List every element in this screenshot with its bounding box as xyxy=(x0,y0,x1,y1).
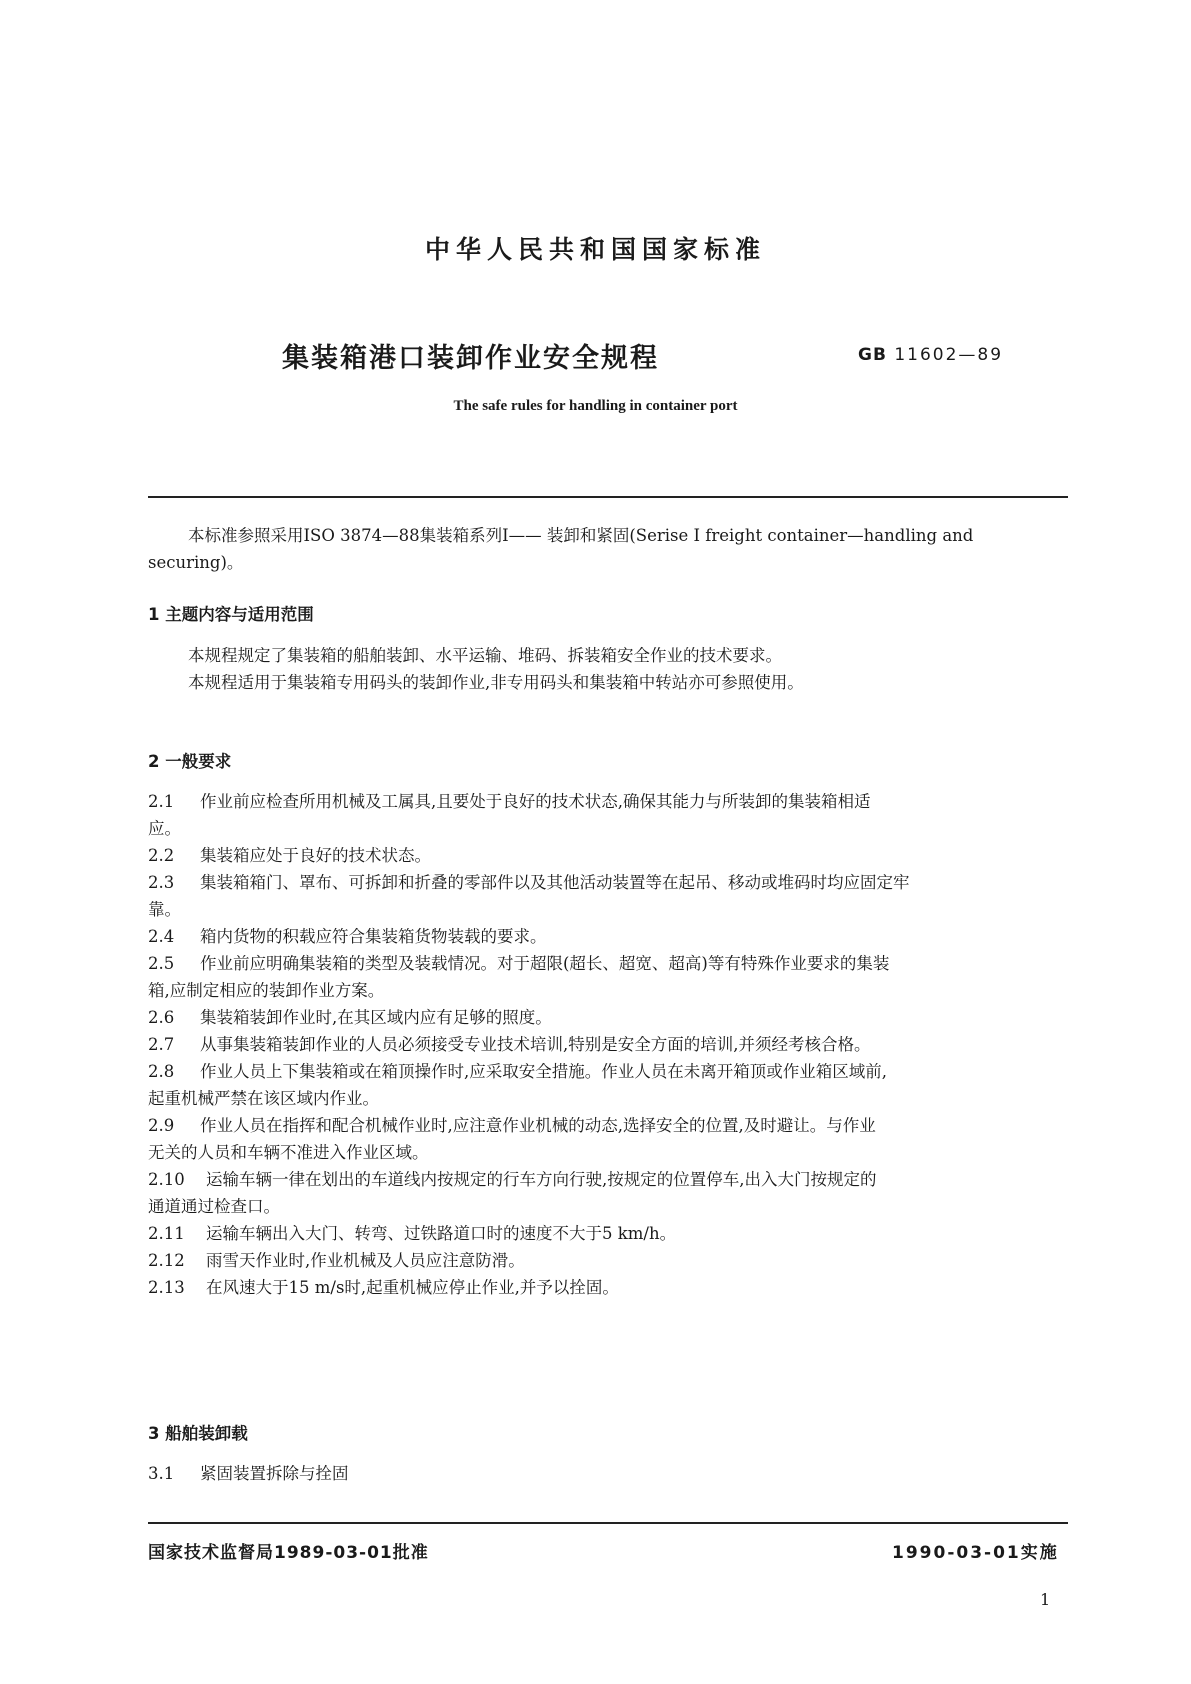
clause-2-2: 2.2 集装箱应处于良好的技术状态。 xyxy=(148,846,431,865)
clause-2-3-cont: 靠。 xyxy=(148,900,181,919)
effective-date: 1990-03-01实施 xyxy=(892,1543,1059,1563)
standard-prefix: GB xyxy=(858,345,887,365)
intro-line-2: securing)。 xyxy=(148,553,244,572)
section-3-heading: 3 船舶装卸载 xyxy=(148,1424,248,1443)
clause-2-4: 2.4 箱内货物的积载应符合集装箱货物装载的要求。 xyxy=(148,927,547,946)
standard-code: 11602—89 xyxy=(894,345,1004,365)
english-title: The safe rules for handling in container port xyxy=(453,398,738,414)
section-1-p2: 本规程适用于集装箱专用码头的装卸作业,非专用码头和集装箱中转站亦可参照使用。 xyxy=(188,673,804,692)
intro-paragraph xyxy=(148,522,1068,576)
clause-2-1-cont: 应。 xyxy=(148,819,181,838)
intro-line-1: 本标准参照采用ISO 3874—88集装箱系列Ⅰ—— 装卸和紧固(Serise I freight container—handling and xyxy=(188,526,974,545)
clause-2-13: 2.13 在风速大于15 m/s时,起重机械应停止作业,并予以拴固。 xyxy=(148,1278,619,1297)
approval-date: 国家技术监督局1989-03-01批准 xyxy=(148,1543,429,1563)
page-number: 1 xyxy=(1040,1590,1051,1609)
top-divider xyxy=(148,496,1068,498)
clause-2-6: 2.6 集装箱装卸作业时,在其区域内应有足够的照度。 xyxy=(148,1008,552,1027)
clause-2-8-cont: 起重机械严禁在该区域内作业。 xyxy=(148,1089,379,1108)
clause-2-10-cont: 通道通过检查口。 xyxy=(148,1197,280,1216)
clause-2-5-cont: 箱,应制定相应的装卸作业方案。 xyxy=(148,981,385,1000)
clause-2-7: 2.7 从事集装箱装卸作业的人员必须接受专业技术培训,特别是安全方面的培训,并须经考核合格。 xyxy=(148,1035,871,1054)
clause-2-9: 2.9 作业人员在指挥和配合机械作业时,应注意作业机械的动态,选择安全的位置,及时避让。与作业 xyxy=(148,1116,876,1135)
national-standard-heading: 中华人民共和国国家标准 xyxy=(424,235,766,264)
standard-number xyxy=(858,345,1003,365)
section-2-heading: 2 一般要求 xyxy=(148,752,232,771)
section-1-heading: 1 主题内容与适用范围 xyxy=(148,605,314,624)
clause-2-5: 2.5 作业前应明确集装箱的类型及装载情况。对于超限(超长、超宽、超高)等有特殊作业要求的集装 xyxy=(148,954,890,973)
clause-2-11: 2.11 运输车辆出入大门、转弯、过铁路道口时的速度不大于5 km/h。 xyxy=(148,1224,677,1243)
section-3-body xyxy=(148,1460,1068,1487)
clause-3-1: 3.1 紧固装置拆除与拴固 xyxy=(148,1464,349,1483)
bottom-divider xyxy=(148,1522,1068,1524)
section-2-body xyxy=(148,788,1068,1301)
section-1-p1: 本规程规定了集装箱的船舶装卸、水平运输、堆码、拆装箱安全作业的技术要求。 xyxy=(188,646,782,665)
section-1-body xyxy=(148,642,1068,696)
clause-2-1: 2.1 作业前应检查所用机械及工属具,且要处于良好的技术状态,确保其能力与所装卸的集装箱相适 xyxy=(148,792,871,811)
clause-2-12: 2.12 雨雪天作业时,作业机械及人员应注意防滑。 xyxy=(148,1251,525,1270)
clause-2-10: 2.10 运输车辆一律在划出的车道线内按规定的行车方向行驶,按规定的位置停车,出入大门按规定的 xyxy=(148,1170,877,1189)
clause-2-8: 2.8 作业人员上下集装箱或在箱顶操作时,应采取安全措施。作业人员在未离开箱顶或作业箱区域前, xyxy=(148,1062,887,1081)
document-title: 集装箱港口装卸作业安全规程 xyxy=(282,343,659,374)
clause-2-9-cont: 无关的人员和车辆不准进入作业区域。 xyxy=(148,1143,429,1162)
clause-2-3: 2.3 集装箱箱门、罩布、可拆卸和折叠的零部件以及其他活动装置等在起吊、移动或堆码时均应固定牢 xyxy=(148,873,910,892)
